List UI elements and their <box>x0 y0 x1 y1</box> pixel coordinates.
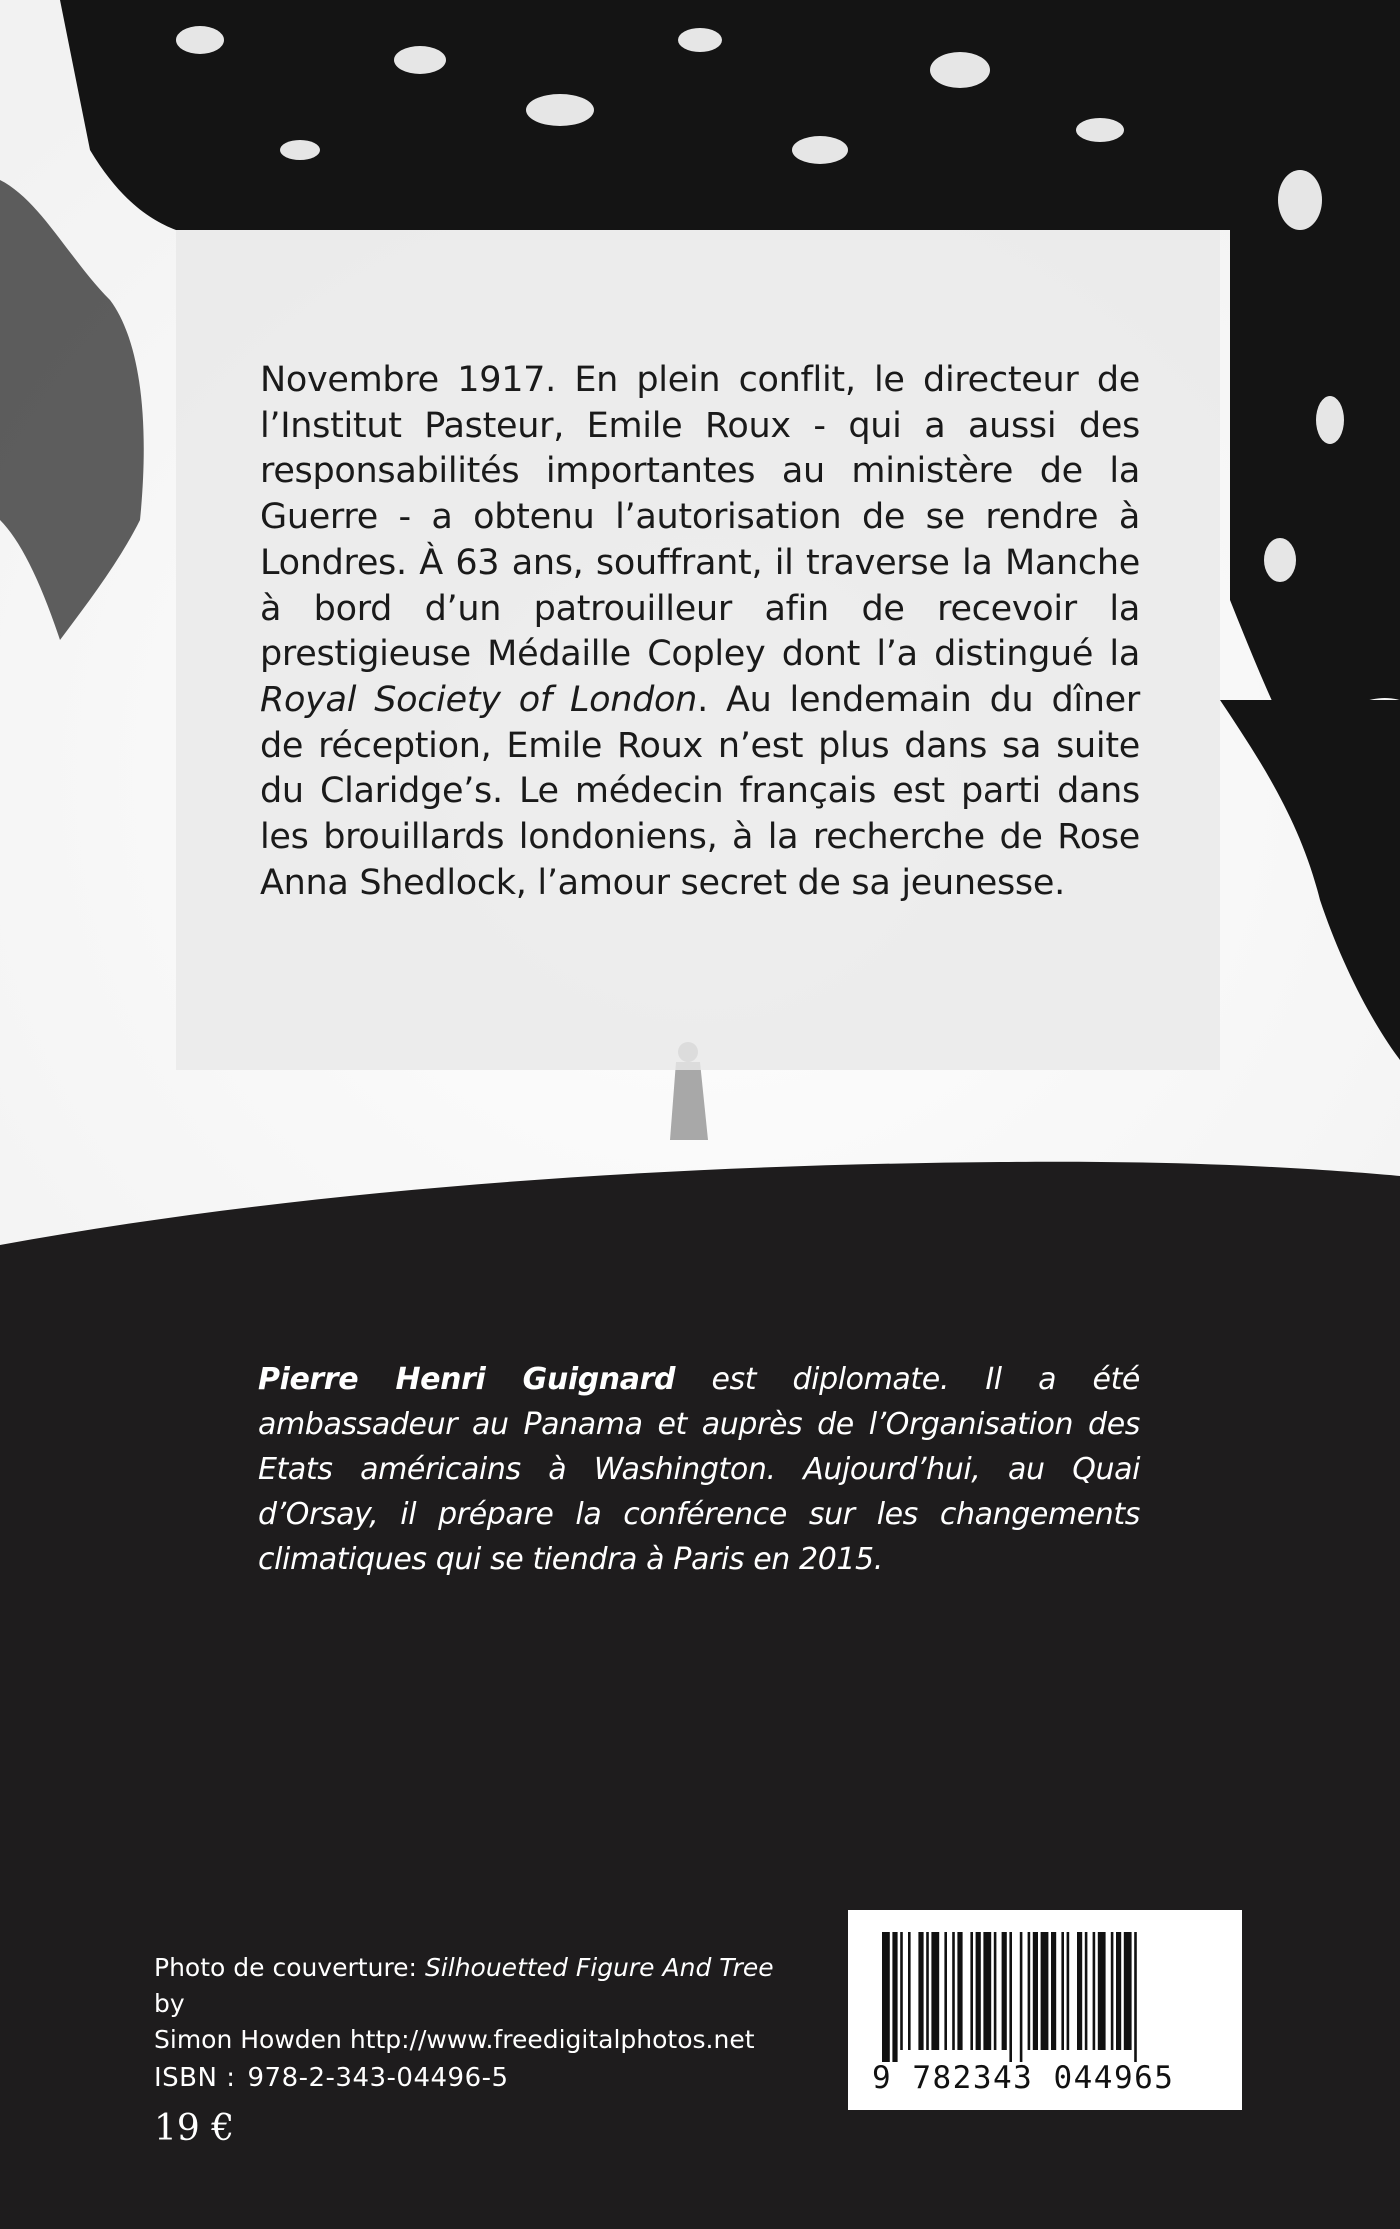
author-bio <box>258 1357 1140 1582</box>
isbn-value: 978-2-343-04496-5 <box>247 2063 509 2093</box>
barcode-bar <box>882 1932 890 2062</box>
barcode-bar <box>952 1932 955 2050</box>
barcode-bar <box>908 1932 911 2050</box>
barcode-bar <box>1077 1932 1082 2050</box>
barcode-bar <box>1093 1932 1096 2050</box>
barcode-bar <box>994 1932 997 2050</box>
barcode-bar <box>1061 1932 1064 2050</box>
barcode-bar <box>1134 1932 1137 2062</box>
barcode-bar <box>1124 1932 1132 2050</box>
barcode <box>848 1910 1242 2110</box>
barcode-bar <box>892 1932 897 2062</box>
synopsis-italic-title: Royal Society of London <box>260 679 698 720</box>
photo-credit-line-1 <box>154 1950 794 2022</box>
barcode-bar <box>1116 1932 1121 2050</box>
barcode-bar <box>931 1932 939 2050</box>
barcode-bar <box>1009 1932 1012 2062</box>
barcode-bar <box>1033 1932 1038 2050</box>
barcode-bar <box>918 1932 923 2050</box>
barcode-bar <box>1051 1932 1056 2050</box>
isbn <box>154 2063 509 2093</box>
isbn-label: ISBN : <box>154 2063 236 2093</box>
photo-credits <box>154 1950 794 2058</box>
barcode-bar <box>1020 1932 1023 2062</box>
barcode-bar <box>1041 1932 1049 2050</box>
barcode-bar <box>1111 1932 1114 2050</box>
barcode-bar <box>957 1932 962 2050</box>
barcode-bar <box>926 1932 929 2050</box>
photo-credit-prefix: Photo de couverture: <box>154 1953 425 1982</box>
price: 19 € <box>154 2108 235 2149</box>
synopsis-part-2: . Au lendemain du dîner de réception, Emile Roux n’est plus dans sa suite du Claridge’s. Le médecin français est parti dans les brouillards londoniens, à la recherche de Rose Anna Shedlock, l’amour secret de sa jeunesse. <box>260 679 1140 903</box>
synopsis-text <box>260 358 1140 906</box>
synopsis-part-1: Novembre 1917. En plein conflit, le directeur de l’Institut Pasteur, Emile Roux - qui a aussi des responsabilités importantes au ministère de la Guerre - a obtenu l’autorisation de se rendre à Londres. À 63 ans, souffrant, il traverse la Manche à bord d’un patrouilleur afin de recevoir la prestigieuse Médaille Copley dont l’a distingué la <box>260 360 1140 675</box>
barcode-bar <box>1085 1932 1088 2050</box>
barcode-digits: 9 782343 044965 <box>872 2060 1175 2096</box>
photo-credit-suffix: by <box>154 1989 185 2018</box>
barcode-bar <box>1028 1932 1031 2050</box>
photo-credit-title: Silhouetted Figure And Tree <box>424 1953 774 1982</box>
barcode-bar <box>1067 1932 1070 2050</box>
barcode-bar <box>970 1932 973 2050</box>
author-name: Pierre Henri Guignard <box>258 1362 676 1397</box>
barcode-bar <box>1098 1932 1106 2050</box>
photo-credit-line-2: Simon Howden http://www.freedigitalphotos.net <box>154 2025 755 2054</box>
barcode-bar <box>976 1932 981 2050</box>
barcode-bar <box>900 1932 903 2050</box>
barcode-bar <box>944 1932 947 2050</box>
author-bio-text: est diplomate. Il a été ambassadeur au Panama et auprès de l’Organisation des Etats américains à Washington. Aujourd’hui, au Quai d’Orsay, il prépare la conférence sur les changements climatiques qui se tiendra à Paris en 2015. <box>258 1362 1140 1577</box>
synopsis-panel <box>176 230 1220 1070</box>
barcode-bar <box>1002 1932 1007 2050</box>
barcode-bar <box>983 1932 991 2050</box>
